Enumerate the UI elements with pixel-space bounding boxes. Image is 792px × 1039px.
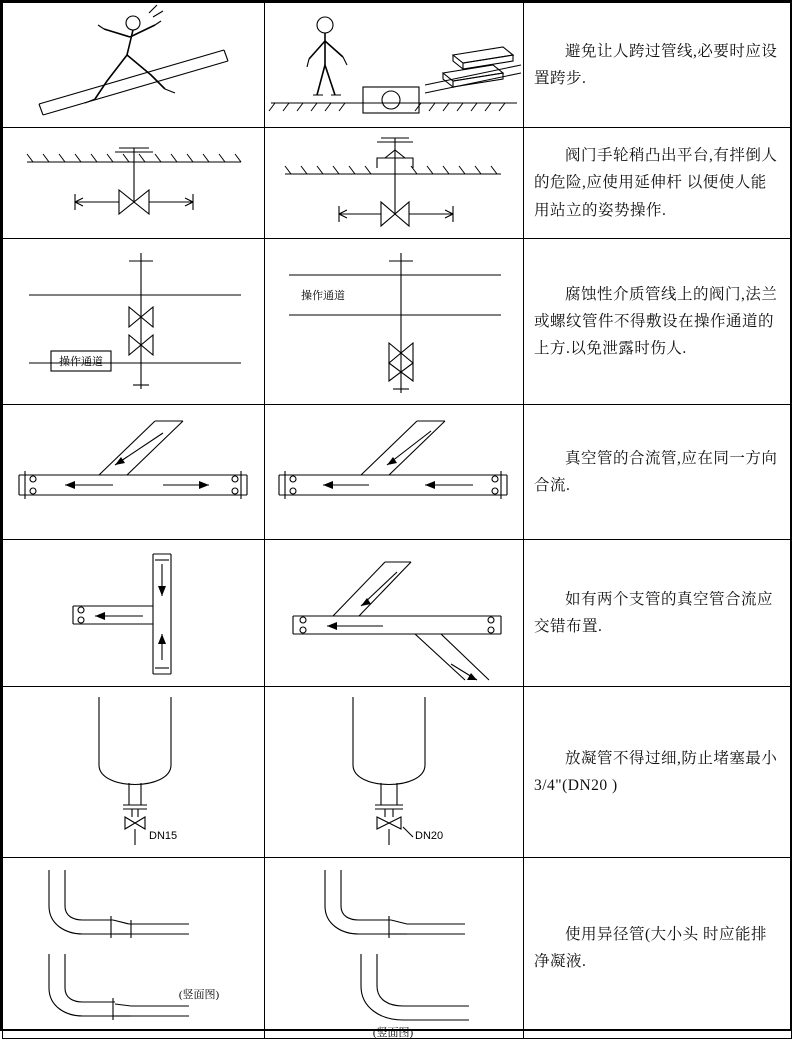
row-1-note-cell bbox=[524, 3, 792, 128]
table-row bbox=[3, 858, 792, 1039]
vacuum-tee-opposed-flow-icon bbox=[3, 405, 264, 539]
row-2-note-cell bbox=[524, 128, 792, 239]
row-5-good-figure-cell bbox=[265, 540, 524, 687]
table-row bbox=[3, 540, 792, 687]
row-1-bad-figure-cell bbox=[3, 3, 265, 128]
note-text-4: 真空管的合流管,应在同一方向合流. bbox=[534, 449, 778, 494]
vessel-drain-dn20-icon bbox=[265, 687, 523, 857]
row-3-bad-figure-cell bbox=[3, 239, 265, 405]
view-caption-right: (竖面图) bbox=[372, 1027, 414, 1038]
vacuum-tee-same-direction-flow-icon bbox=[265, 405, 523, 539]
valve-above-walkway-icon bbox=[3, 239, 264, 404]
table-row bbox=[3, 128, 792, 239]
reducer-elbow-vertical-view-icon bbox=[265, 858, 523, 1038]
person-on-walkway-with-step-icon bbox=[265, 3, 523, 127]
valve-with-extension-stem-icon bbox=[265, 128, 523, 238]
valve-handwheel-at-platform-icon bbox=[3, 128, 264, 238]
row-5-note-cell bbox=[524, 540, 792, 687]
two-branches-opposite-cross-icon bbox=[3, 540, 264, 686]
table-row bbox=[3, 3, 792, 128]
row-7-note-cell bbox=[524, 858, 792, 1039]
comparison-table bbox=[2, 2, 792, 1039]
row-1-good-figure-cell bbox=[265, 3, 524, 128]
row-4-note-cell bbox=[524, 405, 792, 540]
row-7-bad-figure-cell bbox=[3, 858, 265, 1039]
row-7-good-figure-cell bbox=[265, 858, 524, 1039]
note-text-6: 放凝管不得过细,防止堵塞最小3/4"(DN20 ) bbox=[534, 749, 778, 794]
person-stepping-over-pipe-icon bbox=[3, 3, 264, 127]
row-2-bad-figure-cell bbox=[3, 128, 265, 239]
drain-size-label-right: DN20 bbox=[415, 830, 444, 842]
table-row bbox=[3, 239, 792, 405]
note-text-1: 避免让人跨过管线,必要时应设置跨步. bbox=[534, 42, 778, 87]
table-row bbox=[3, 687, 792, 858]
drain-size-label-left: DN15 bbox=[149, 830, 178, 842]
row-2-good-figure-cell bbox=[265, 128, 524, 239]
row-3-good-figure-cell bbox=[265, 239, 524, 405]
row-6-good-figure-cell bbox=[265, 687, 524, 858]
note-text-7: 使用异径管(大小头 时应能排净凝液. bbox=[534, 925, 768, 970]
row-4-bad-figure-cell bbox=[3, 405, 265, 540]
walkway-label-right: 操作通道 bbox=[301, 290, 345, 302]
row-6-bad-figure-cell bbox=[3, 687, 265, 858]
row-3-note-cell bbox=[524, 239, 792, 405]
table-row bbox=[3, 405, 792, 540]
two-branches-staggered-icon bbox=[265, 540, 523, 686]
row-6-note-cell bbox=[524, 687, 792, 858]
row-5-bad-figure-cell bbox=[3, 540, 265, 687]
note-text-5: 如有两个支管的真空管合流应交错布置. bbox=[534, 590, 774, 635]
walkway-label-left: 操作通道 bbox=[59, 356, 103, 368]
row-4-good-figure-cell bbox=[265, 405, 524, 540]
note-text-2: 阀门手轮稍凸出平台,有拌倒人的危险,应使用延伸杆 以便使人能用站立的姿势操作. bbox=[534, 147, 778, 219]
vessel-drain-dn15-icon bbox=[3, 687, 264, 857]
valve-below-walkway-icon bbox=[265, 239, 523, 404]
view-caption-left: (竖面图) bbox=[178, 989, 220, 1001]
eccentric-reducer-elbow-views-icon bbox=[3, 858, 264, 1038]
note-text-3: 腐蚀性介质管线上的阀门,法兰或螺纹管件不得敷设在操作通道的上方.以免泄露时伤人. bbox=[534, 285, 778, 358]
